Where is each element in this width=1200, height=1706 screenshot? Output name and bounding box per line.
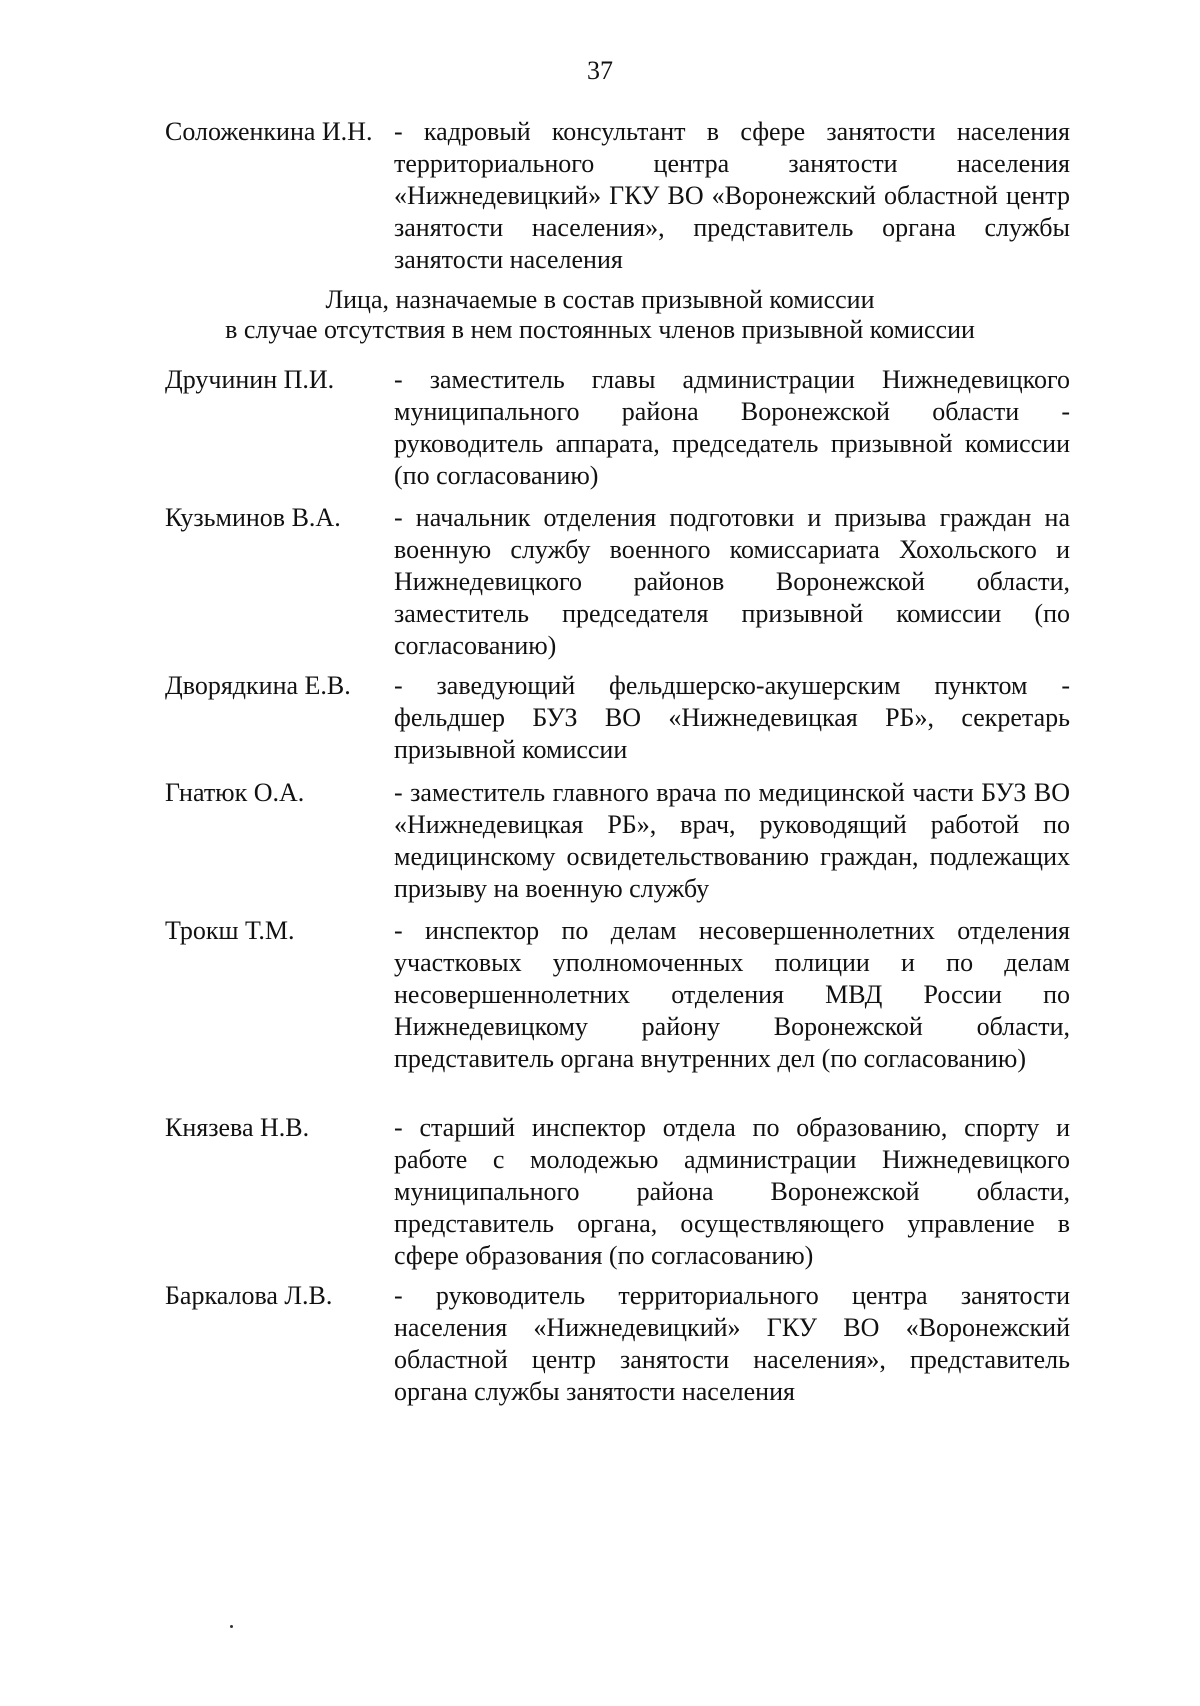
member-description: - начальник отделения подготовки и призыва граждан на военную службу военного комиссариата Хохольского и Нижнедевицкого районов Воронежской области, заместитель председателя призывной комиссии (по согласованию) [394, 503, 1070, 660]
member-name: Князева Н.В. [165, 1113, 310, 1142]
page-number: 37 [587, 56, 613, 85]
member-description: - руководитель территориального центра занятости населения «Нижнедевицкий» ГКУ ВО «Воронежский областной центр занятости населения», представитель органа службы занятости населения [394, 1281, 1070, 1406]
member-description: - инспектор по делам несовершеннолетних отделения участковых уполномоченных полиции и по делам несовершеннолетних отделения МВД России по Нижнедевицкому району Воронежской области, представитель органа внутренних дел (по согласованию) [394, 916, 1070, 1073]
scan-speck [230, 1625, 233, 1628]
member-name: Баркалова Л.В. [165, 1281, 333, 1310]
member-description: - заместитель главы администрации Нижнедевицкого муниципального района Воронежской области - руководитель аппарата, председатель призывной комиссии (по согласованию) [394, 365, 1070, 490]
member-name: Гнатюк О.А. [165, 778, 305, 807]
member-name: Кузьминов В.А. [165, 503, 341, 532]
member-description: - заместитель главного врача по медицинской части БУЗ ВО «Нижнедевицкая РБ», врач, руководящий работой по медицинскому освидетельствованию граждан, подлежащих призыву на военную службу [394, 778, 1070, 903]
section-heading-line-2: в случае отсутствия в нем постоянных членов призывной комиссии [225, 315, 975, 344]
member-name: Дручинин П.И. [165, 365, 335, 394]
member-description: - заведующий фельдшерско-акушерским пунктом - фельдшер БУЗ ВО «Нижнедевицкая РБ», секретарь призывной комиссии [394, 671, 1070, 764]
member-description: - кадровый консультант в сфере занятости населения территориального центра занятости населения «Нижнедевицкий» ГКУ ВО «Воронежский областной центр занятости населения», представитель органа службы занятости населения [394, 117, 1070, 274]
member-description: - старший инспектор отдела по образованию, спорту и работе с молодежью администрации Нижнедевицкого муниципального района Воронежской области, представитель органа, осуществляющего управление в сфере образования (по согласованию) [394, 1113, 1070, 1270]
section-heading-line-1: Лица, назначаемые в состав призывной комиссии [325, 285, 875, 314]
member-name: Дворядкина Е.В. [165, 671, 351, 700]
member-name: Трокш Т.М. [165, 916, 295, 945]
member-name: Соложенкина И.Н. [165, 117, 373, 146]
